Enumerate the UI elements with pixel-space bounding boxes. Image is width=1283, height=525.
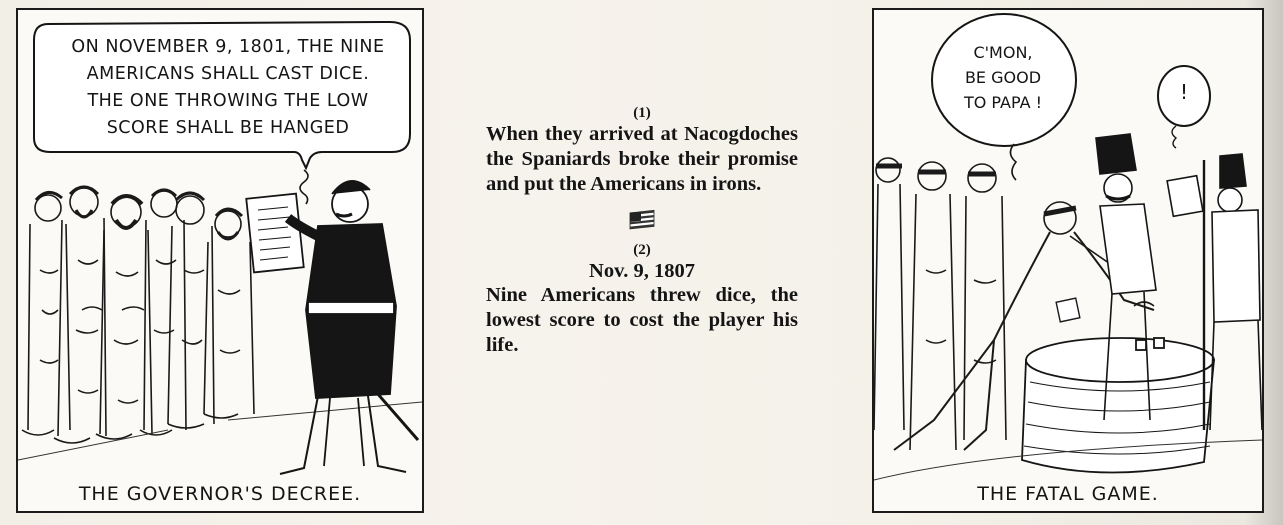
- step-heading: Nov. 9, 1807: [589, 260, 695, 282]
- step-text: When they arrived at Nacogdoches the Spaniards broke their promise and put the Americans in irons.: [486, 123, 798, 195]
- speech-line: ON NOVEMBER 9, 1801, THE NINE: [71, 37, 385, 57]
- comic-panel-governors-decree: [16, 8, 424, 513]
- step-number: (1): [633, 105, 651, 121]
- flag-icon: [629, 209, 655, 231]
- speech-line: TO PAPA !: [963, 93, 1043, 112]
- exclamation-bubble: !: [1179, 80, 1189, 104]
- speech-line: SCORE SHALL BE HANGED: [106, 118, 350, 138]
- papa-speech-bubble: [938, 40, 1068, 115]
- speech-line: THE ONE THROWING THE LOW: [87, 91, 369, 111]
- panel-caption: THE FATAL GAME.: [977, 483, 1159, 505]
- narrative-column: [486, 104, 798, 358]
- speech-line: C'MON,: [973, 43, 1033, 62]
- speech-line: BE GOOD: [964, 68, 1042, 87]
- step-text: Nine Americans threw dice, the lowest score to cost the player his life.: [486, 284, 798, 356]
- panel-caption: THE GOVERNOR'S DECREE.: [78, 483, 362, 505]
- step-number: (2): [633, 242, 651, 258]
- decree-speech-bubble: [48, 34, 408, 142]
- comic-panel-fatal-game: [872, 8, 1264, 513]
- speech-line: AMERICANS SHALL CAST DICE.: [86, 64, 370, 84]
